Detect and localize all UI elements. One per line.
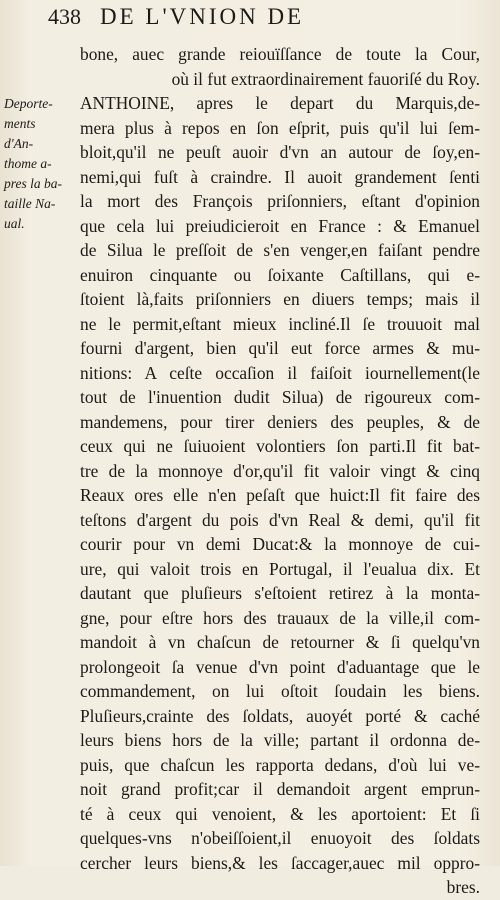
- text-line: Reaux ores elle n'en peſaſt que huict:Il fit faire des: [80, 485, 480, 505]
- text-line: bone, auec grande reiouïſſance de toute la Cour,: [80, 44, 480, 64]
- text-line: gne, pour eſtre hors des trauaux de la ville,il com-: [80, 607, 480, 628]
- text-line: fourni d'argent, bien qu'il eut force armes & mu-: [80, 338, 480, 358]
- text-line: la mort des François priſonniers, eſtant d'opinion: [80, 191, 480, 211]
- text-line: bres.: [446, 877, 480, 897]
- margin-note: [4, 94, 70, 234]
- text-line: de Silua le preſſoit de s'en venger,en faiſant pendre: [80, 240, 480, 260]
- text-line: puis, que chaſcun les rapporta dedans, d'où lui ve-: [80, 754, 480, 775]
- running-head: DE L'VNION DE: [100, 4, 305, 29]
- text-line: tre de la monnoye d'or,qu'il fit valoir vingt & cinq: [80, 460, 480, 481]
- text-line: té à ceux qui venoient, & les aportoient: Et ſi: [80, 803, 480, 824]
- text-line: tout de l'inuention dudit Silua) de rigoureux com-: [80, 387, 480, 407]
- text-line: ne le permit,eſtant mieux incliné.Il ſe trouuoit mal: [80, 313, 480, 334]
- text-line: que cela lui preiudicieroit en France : & Emanuel: [80, 215, 480, 236]
- text-line: mandoit à vn chaſcun de retourner & ſi quelqu'vn: [80, 632, 480, 652]
- text-line: teſtons d'argent du pois d'vn Real & demi, qu'il fit: [80, 509, 480, 530]
- text-line: ANTHOINE, apres le depart du Marquis,de-: [80, 93, 480, 113]
- text-line: nemi,qui fuſt à craindre. Il auoit grandement ſenti: [80, 166, 480, 187]
- text-line: dautant que pluſieurs s'eſtoient retirez à la monta-: [80, 583, 480, 603]
- text-line: mera plus à repos en ſon eſprit, puis qu'il lui ſem-: [80, 117, 480, 138]
- text-line: bloit,qu'il ne peuſt auoir d'vn an autour de ſoy,en-: [80, 142, 480, 162]
- text-line: ſtoient là,faits priſonniers en diuers temps; mais il: [80, 289, 480, 309]
- margin-note-line: Deporte-: [4, 96, 53, 111]
- text-line: nitions: A ceſte occaſion il faiſoit iournellement(le: [80, 362, 480, 383]
- text-line: quelques-vns n'obeiſſoient,il enuoyoit des ſoldats: [80, 828, 480, 848]
- margin-note-line: ments: [4, 116, 36, 131]
- text-line: ure, qui valoit trois en Portugal, il l'eualua dix. Et: [80, 558, 480, 579]
- text-line: cercher leurs biens,& les ſaccager,auec mil oppro-: [80, 852, 480, 873]
- margin-note-line: thome a-: [4, 156, 52, 171]
- text-line: où il fut extraordinairement fauoriſé du Roy.: [171, 68, 480, 89]
- page-number: 438: [48, 4, 81, 29]
- text-line: mandemens, pour tirer deniers des peuples, & de: [80, 411, 480, 432]
- text-line: commandement, on lui oſtoit ſoudain les biens.: [80, 681, 480, 701]
- text-line: ceux qui ne ſuiuoient volontiers ſon parti.Il fit bat-: [80, 436, 480, 456]
- text-line: prolongeoit ſa venue d'vn point d'aduantage que le: [80, 656, 480, 677]
- text-line: enuiron cinquante ou ſoixante Caſtillans, qui e-: [80, 264, 480, 285]
- margin-note-line: taille Na-: [4, 196, 56, 211]
- margin-note-line: d'An-: [4, 136, 34, 151]
- text-line: noit grand profit;car il demandoit argent emprun-: [80, 779, 480, 799]
- margin-note-line: ual.: [4, 216, 25, 231]
- body-text: [80, 42, 480, 900]
- margin-note-line: pres la ba-: [4, 176, 62, 191]
- text-line: courir pour vn demi Ducat:& la monnoye de cui-: [80, 534, 480, 554]
- text-line: Pluſieurs,crainte des ſoldats, auoyét porté & caché: [80, 705, 480, 726]
- text-line: leurs biens hors de la ville; partant il ordonna de-: [80, 730, 480, 750]
